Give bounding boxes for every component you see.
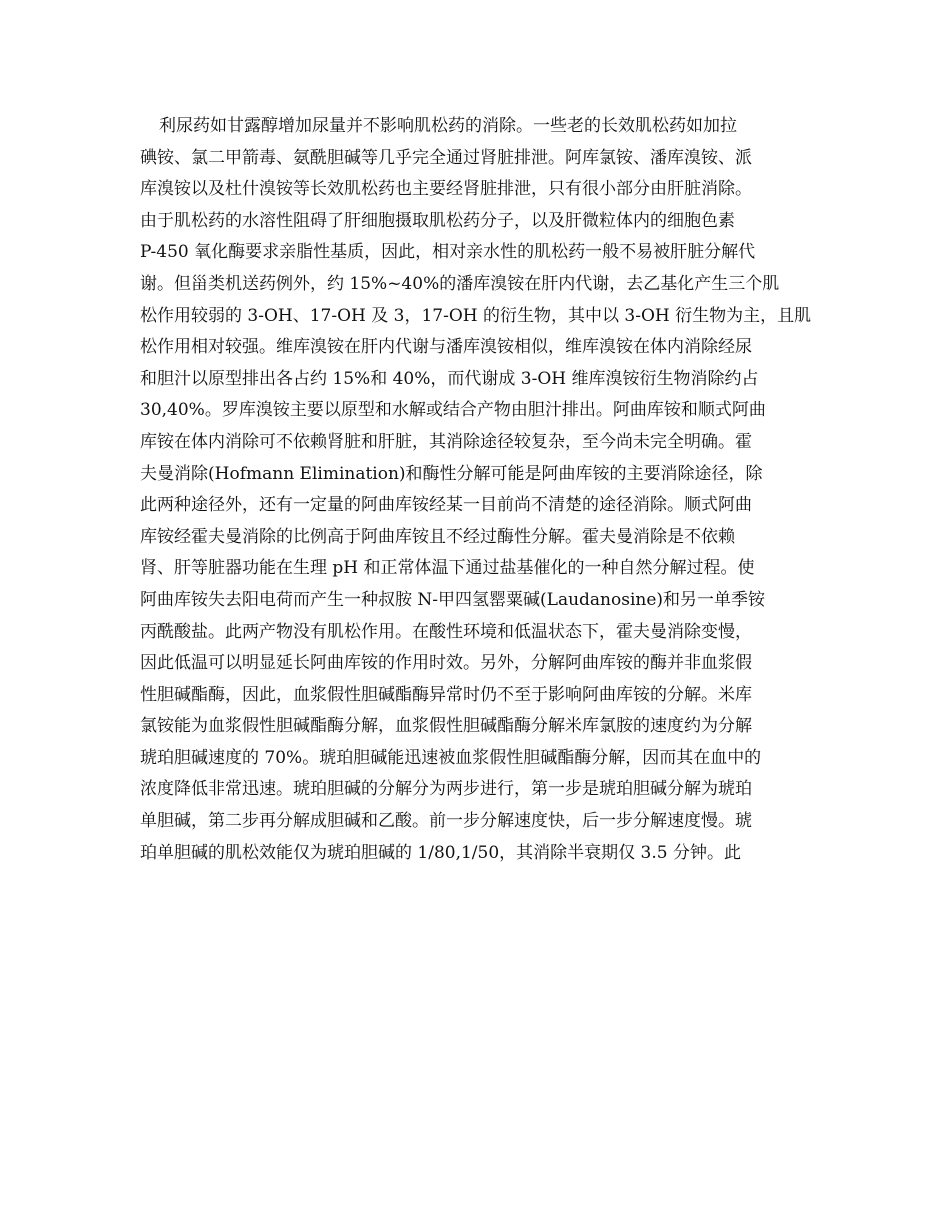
text-line: 和胆汁以原型排出各占约 15%和 40%，而代谢成 3-OH 维库溴铵衍生物消除约占 <box>140 368 759 389</box>
text-line: 性胆碱酯酶，因此，血浆假性胆碱酯酶异常时仍不至于影响阿曲库铵的分解。米库 <box>140 684 752 705</box>
text-line: 谢。但甾类机送药例外，约 15%~40%的潘库溴铵在肝内代谢，去乙基化产生三个肌 <box>140 273 780 294</box>
text-line: 库溴铵以及杜什溴铵等长效肌松药也主要经肾脏排泄，只有很小部分由肝脏消除。 <box>140 179 752 200</box>
text-line: 丙酰酸盐。此两产物没有肌松作用。在酸性环境和低温状态下，霍夫曼消除变慢， <box>140 621 752 642</box>
text-line: 氯铵能为血浆假性胆碱酯酶分解，血浆假性胆碱酯酶分解米库氯胺的速度约为分解 <box>140 716 752 737</box>
text-line: 肾、肝等脏器功能在生理 pH 和正常体温下通过盐基催化的一种自然分解过程。使 <box>140 558 755 579</box>
text-line: 30,40%。罗库溴铵主要以原型和水解或结合产物由胆汁排出。阿曲库铵和顺式阿曲 <box>140 400 766 421</box>
text-line: 碘铵、氯二甲箭毒、氨酰胆碱等几乎完全通过肾脏排泄。阿库氯铵、潘库溴铵、派 <box>140 147 752 168</box>
text-line: 单胆碱，第二步再分解成胆碱和乙酸。前一步分解速度快，后一步分解速度慢。琥 <box>140 811 752 832</box>
text-line: 夫曼消除(Hofmann Elimination)和酶性分解可能是阿曲库铵的主要消除途径，除 <box>140 463 763 484</box>
text-line: 由于肌松药的水溶性阻碍了肝细胞摄取肌松药分子，以及肝微粒体内的细胞色素 <box>140 210 735 231</box>
text-line: 琥珀胆碱速度的 70%。琥珀胆碱能迅速被血浆假性胆碱酯酶分解，因而其在血中的 <box>140 747 762 768</box>
body-paragraph <box>140 111 820 869</box>
text-line: 库铵经霍夫曼消除的比例高于阿曲库铵且不经过酶性分解。霍夫曼消除是不依赖 <box>140 526 735 547</box>
text-line: P-450 氧化酶要求亲脂性基质，因此，相对亲水性的肌松药一般不易被肝脏分解代 <box>140 242 756 263</box>
text-line: 因此低温可以明显延长阿曲库铵的作用时效。另外，分解阿曲库铵的酶并非血浆假 <box>140 653 752 674</box>
text-line: 库铵在体内消除可不依赖肾脏和肝脏，其消除途径较复杂，至今尚未完全明确。霍 <box>140 431 752 452</box>
text-line: 珀单胆碱的肌松效能仅为琥珀胆碱的 1/80,1/50，其消除半衰期仅 3.5 分钟。此 <box>140 842 742 863</box>
text-line: 松作用较弱的 3-OH、17-OH 及 3，17-OH 的衍生物，其中以 3-OH 衍生物为主，且肌 <box>140 305 812 326</box>
text-line: 利尿药如甘露醇增加尿量并不影响肌松药的消除。一些老的长效肌松药如加拉 <box>142 116 737 136</box>
text-line: 松作用相对较强。维库溴铵在肝内代谢与潘库溴铵相似，维库溴铵在体内消除经尿 <box>140 337 752 358</box>
text-line: 阿曲库铵失去阳电荷而产生一种叔胺 N-甲四氢罂粟碱(Laudanosine)和另一单季铵 <box>140 589 766 610</box>
text-line: 此两种途径外，还有一定量的阿曲库铵经某一目前尚不清楚的途径消除。顺式阿曲 <box>140 495 752 516</box>
text-line: 浓度降低非常迅速。琥珀胆碱的分解分为两步进行，第一步是琥珀胆碱分解为琥珀 <box>140 779 752 800</box>
